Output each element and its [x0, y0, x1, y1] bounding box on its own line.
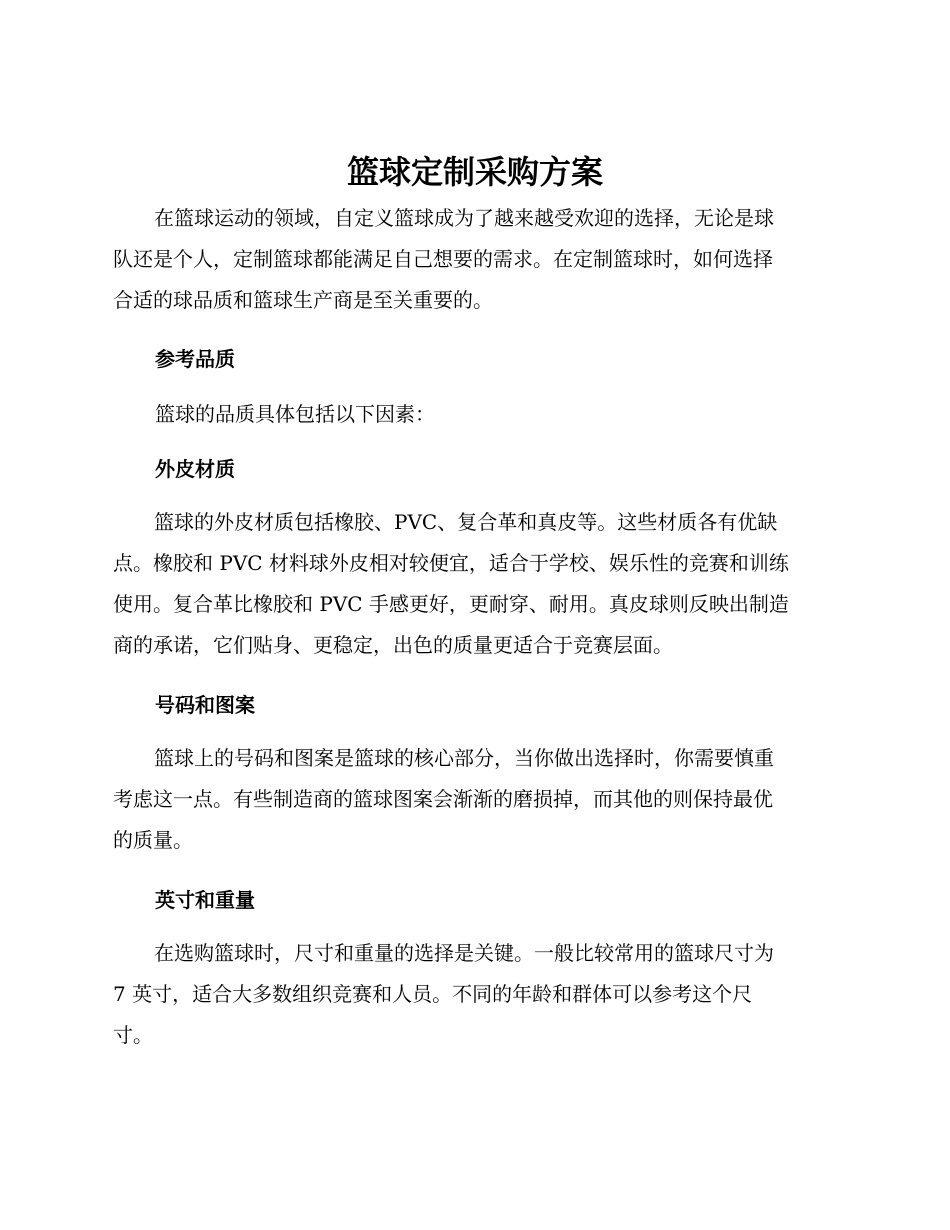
document-title: 篮球定制采购方案 — [346, 153, 603, 191]
intro-line-1: 在篮球运动的领域，自定义篮球成为了越来越受欢迎的选择，无论是球 — [154, 206, 774, 230]
quality-heading: 参考品质 — [155, 347, 235, 371]
size-line-2: 7 英寸，适合大多数组织竞赛和人员。不同的年龄和群体可以参考这个尺 — [113, 982, 753, 1006]
pattern-line-2: 考虑这一点。有些制造商的篮球图案会渐渐的磨损掉，而其他的则保持最优 — [113, 787, 773, 811]
intro-line-2: 队还是个人，定制篮球都能满足自己想要的需求。在定制篮球时，如何选择 — [113, 247, 773, 271]
size-line-1: 在选购篮球时，尺寸和重量的选择是关键。一般比较常用的篮球尺寸为 — [154, 941, 774, 965]
section-paragraph-number-pattern — [113, 738, 837, 861]
material-line-1: 篮球的外皮材质包括橡胶、PVC、复合革和真皮等。这些材质各有优缺 — [154, 510, 778, 534]
intro-line-3: 合适的球品质和篮球生产商是至关重要的。 — [113, 288, 493, 312]
section-paragraph-material — [113, 502, 837, 666]
intro-paragraph — [113, 198, 837, 321]
size-line-3: 寸。 — [113, 1023, 153, 1047]
section-heading-material: 外皮材质 — [155, 457, 235, 481]
material-line-4: 商的承诺，它们贴身、更稳定，出色的质量更适合于竞赛层面。 — [113, 633, 673, 657]
material-line-2: 点。橡胶和 PVC 材料球外皮相对较便宜，适合于学校、娱乐性的竞赛和训练 — [113, 551, 789, 575]
quality-intro: 篮球的品质具体包括以下因素： — [155, 402, 435, 426]
section-heading-number-pattern: 号码和图案 — [155, 693, 255, 717]
pattern-line-1: 篮球上的号码和图案是篮球的核心部分，当你做出选择时，你需要慎重 — [154, 746, 774, 770]
material-line-3: 使用。复合革比橡胶和 PVC 手感更好，更耐穿、耐用。真皮球则反映出制造 — [113, 592, 789, 616]
pattern-line-3: 的质量。 — [113, 828, 193, 852]
section-heading-size-weight: 英寸和重量 — [155, 888, 255, 912]
section-paragraph-size-weight — [113, 933, 837, 1056]
